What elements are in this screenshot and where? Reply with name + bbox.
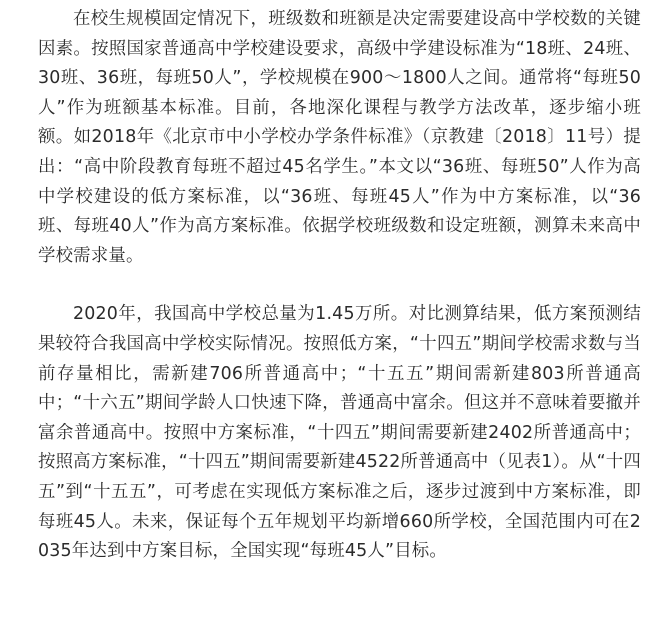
- paragraph-school-demand-forecast: 2020年，我国高中学校总量为1.45万所。对比测算结果，低方案预测结果较符合我国高中学校实际情况。按照低方案，“十四五”期间学校需求数与当前存量相比，需新建706所普通高中；“十五五”期间需新建803所普通高中；“十六五”期间学龄人口快速下降，普通高中富余。但这并不意味着要撤并富余普通高中。按照中方案标准，“十四五”期间需要新建2402所普通高中；按照高方案标准，“十四五”期间需要新建4522所普通高中（见表1）。从“十四五”到“十五五”，可考虑在实现低方案标准之后，逐步过渡到中方案标准，即每班45人。未来，保证每个五年规划平均新增660所学校，全国范围内可在2035年达到中方案目标，全国实现“每班45人”目标。: [38, 304, 641, 562]
- article-body: [38, 5, 641, 567]
- paragraph-class-size-standards: 在校生规模固定情况下，班级数和班额是决定需要建设高中学校数的关键因素。按照国家普通高中学校建设要求，高级中学建设标准为“18班、24班、30班、36班，每班50人”，学校规模在900～1800人之间。通常将“每班50人”作为班额基本标准。目前，各地深化课程与教学方法改革，逐步缩小班额。如2018年《北京市中小学校办学条件标准》（京教建〔2018〕11号）提出：“高中阶段教育每班不超过45名学生。”本文以“36班、每班50”人作为高中学校建设的低方案标准，以“36班、每班45人”作为中方案标准，以“36班、每班40人”作为高方案标准。依据学校班级数和设定班额，测算未来高中学校需求量。: [38, 9, 641, 266]
